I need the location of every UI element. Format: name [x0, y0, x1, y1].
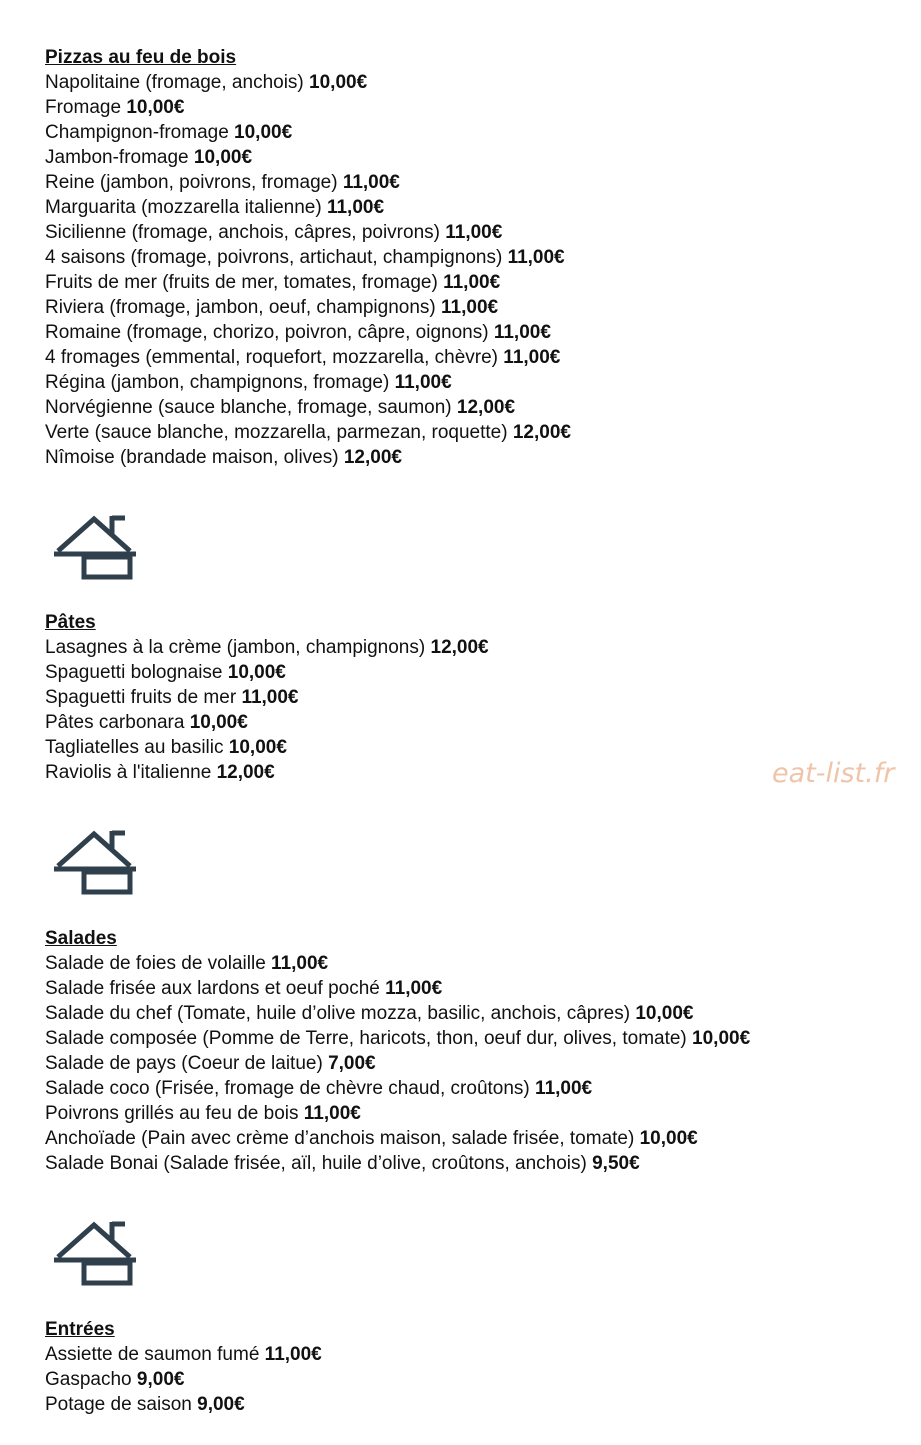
- menu-item-name: Salade de pays (Coeur de laitue): [45, 1053, 323, 1074]
- menu-item: [45, 951, 750, 976]
- menu-item-price: 11,00€: [271, 953, 329, 974]
- menu-item-name: Spaguetti bolognaise: [45, 662, 223, 683]
- menu-item-name: Gaspacho: [45, 1369, 132, 1390]
- house-logo-icon: [52, 512, 138, 582]
- menu-item-price: 10,00€: [234, 122, 293, 143]
- menu-item: [45, 710, 489, 735]
- menu-item-name: Romaine (fromage, chorizo, poivron, câpre, oignons): [45, 322, 489, 343]
- menu-item-name: Champignon-fromage: [45, 122, 229, 143]
- menu-item-price: 11,00€: [303, 1103, 361, 1124]
- menu-item: [45, 195, 571, 220]
- menu-item-price: 12,00€: [430, 637, 489, 658]
- menu-item-price: 11,00€: [535, 1078, 593, 1099]
- section-pizzas: [45, 45, 571, 470]
- menu-item: [45, 145, 571, 170]
- menu-item-price: 12,00€: [512, 422, 571, 443]
- menu-item-price: 11,00€: [443, 272, 501, 293]
- menu-item-name: 4 saisons (fromage, poivrons, artichaut, champignons): [45, 247, 503, 268]
- menu-item-price: 10,00€: [227, 662, 286, 683]
- house-logo-icon: [52, 1218, 138, 1288]
- menu-item-price: 11,00€: [342, 172, 400, 193]
- menu-item-name: Spaguetti fruits de mer: [45, 687, 237, 708]
- menu-item-price: 11,00€: [326, 197, 385, 218]
- menu-item-price: 11,00€: [264, 1344, 322, 1365]
- menu-item-price: 12,00€: [343, 447, 402, 468]
- menu-item: [45, 95, 571, 120]
- menu-item-price: 11,00€: [507, 247, 565, 268]
- menu-item-name: Potage de saison: [45, 1394, 192, 1415]
- menu-item-name: Reine (jambon, poivrons, fromage): [45, 172, 338, 193]
- menu-item-name: Sicilienne (fromage, anchois, câpres, poivrons): [45, 222, 440, 243]
- menu-item-name: Tagliatelles au basilic: [45, 737, 224, 758]
- menu-item-price: 10,00€: [635, 1003, 694, 1024]
- menu-list-entrees: [45, 1342, 322, 1417]
- menu-item: [45, 660, 489, 685]
- menu-item: [45, 170, 571, 195]
- menu-item: [45, 420, 571, 445]
- menu-item: [45, 445, 571, 470]
- menu-item: [45, 70, 571, 95]
- menu-item-price: 9,00€: [136, 1369, 185, 1390]
- menu-item-name: Salade Bonai (Salade frisée, aïl, huile d’olive, croûtons, anchois): [45, 1153, 587, 1174]
- menu-item-price: 10,00€: [692, 1028, 751, 1049]
- menu-item-price: 11,00€: [445, 222, 503, 243]
- menu-item: [45, 395, 571, 420]
- menu-item-name: Salade composée (Pomme de Terre, haricots, thon, oeuf dur, olives, tomate): [45, 1028, 687, 1049]
- menu-item: [45, 685, 489, 710]
- section-entrees: [45, 1317, 322, 1417]
- menu-item-name: Fromage: [45, 97, 122, 118]
- menu-item-name: Poivrons grillés au feu de bois: [45, 1103, 299, 1124]
- menu-item: [45, 1076, 750, 1101]
- menu-item-price: 11,00€: [394, 372, 452, 393]
- menu-item-price: 10,00€: [126, 97, 185, 118]
- menu-item-price: 10,00€: [228, 737, 287, 758]
- menu-item-name: Fruits de mer (fruits de mer, tomates, fromage): [45, 272, 438, 293]
- menu-item: [45, 1342, 322, 1367]
- menu-item-name: Marguarita (mozzarella italienne): [45, 197, 322, 218]
- menu-item: [45, 1367, 322, 1392]
- menu-item-price: 10,00€: [309, 72, 368, 93]
- menu-item-name: Riviera (fromage, jambon, oeuf, champignons): [45, 297, 436, 318]
- section-pates: [45, 610, 489, 785]
- menu-item-price: 11,00€: [385, 978, 443, 999]
- menu-item-price: 9,50€: [592, 1153, 640, 1174]
- section-title-salades: Salades: [45, 928, 117, 949]
- section-title-entrees: Entrées: [45, 1319, 115, 1340]
- menu-item: [45, 976, 750, 1001]
- menu-item-name: Salade du chef (Tomate, huile d’olive mozza, basilic, anchois, câpres): [45, 1003, 631, 1024]
- menu-item-price: 11,00€: [493, 322, 551, 343]
- menu-item-name: Régina (jambon, champignons, fromage): [45, 372, 390, 393]
- menu-item-price: 11,00€: [441, 297, 499, 318]
- menu-item-name: Salade frisée aux lardons et oeuf poché: [45, 978, 380, 999]
- menu-item: [45, 295, 571, 320]
- menu-item: [45, 270, 571, 295]
- menu-item-name: Anchoïade (Pain avec crème d’anchois maison, salade frisée, tomate): [45, 1128, 635, 1149]
- menu-item: [45, 370, 571, 395]
- menu-item-price: 11,00€: [241, 687, 299, 708]
- menu-item: [45, 1151, 750, 1176]
- menu-item-name: Raviolis à l'italienne: [45, 762, 212, 783]
- menu-item-price: 10,00€: [639, 1128, 698, 1149]
- menu-item: [45, 1026, 750, 1051]
- menu-item: [45, 320, 571, 345]
- menu-list-pates: [45, 635, 489, 785]
- menu-item-name: Assiette de saumon fumé: [45, 1344, 260, 1365]
- section-salades: [45, 926, 750, 1176]
- menu-item: [45, 1392, 322, 1417]
- house-logo-icon: [52, 827, 138, 897]
- menu-item-price: 12,00€: [456, 397, 516, 418]
- menu-item: [45, 1126, 750, 1151]
- menu-item-name: 4 fromages (emmental, roquefort, mozzarella, chèvre): [45, 347, 499, 368]
- menu-item: [45, 120, 571, 145]
- menu-item: [45, 1051, 750, 1076]
- menu-item: [45, 635, 489, 660]
- menu-item-name: Napolitaine (fromage, anchois): [45, 72, 304, 93]
- menu-item-name: Norvégienne (sauce blanche, fromage, saumon): [45, 397, 452, 418]
- menu-item: [45, 220, 571, 245]
- menu-item-name: Nîmoise (brandade maison, olives): [45, 447, 339, 468]
- menu-item: [45, 1001, 750, 1026]
- menu-item-price: 9,00€: [197, 1394, 245, 1415]
- menu-item-price: 10,00€: [189, 712, 248, 733]
- watermark: eat-list.fr: [772, 758, 895, 789]
- menu-item-name: Salade de foies de volaille: [45, 953, 266, 974]
- menu-item: [45, 345, 571, 370]
- menu-item: [45, 245, 571, 270]
- menu-item-name: Salade coco (Frisée, fromage de chèvre chaud, croûtons): [45, 1078, 530, 1099]
- menu-item: [45, 1101, 750, 1126]
- menu-item-name: Pâtes carbonara: [45, 712, 185, 733]
- menu-item-name: Verte (sauce blanche, mozzarella, parmezan, roquette): [45, 422, 508, 443]
- menu-list-pizzas: [45, 70, 571, 470]
- menu-item: [45, 735, 489, 760]
- menu-item-price: 10,00€: [193, 147, 253, 168]
- menu-item-name: Lasagnes à la crème (jambon, champignons): [45, 637, 426, 658]
- menu-item-price: 7,00€: [328, 1053, 376, 1074]
- menu-item-price: 11,00€: [503, 347, 561, 368]
- menu-list-salades: [45, 951, 750, 1176]
- menu-item-name: Jambon-fromage: [45, 147, 189, 168]
- section-title-pizzas: Pizzas au feu de bois: [45, 47, 237, 68]
- section-title-pates: Pâtes: [45, 612, 96, 633]
- menu-item-price: 12,00€: [216, 762, 275, 783]
- menu-item: [45, 760, 489, 785]
